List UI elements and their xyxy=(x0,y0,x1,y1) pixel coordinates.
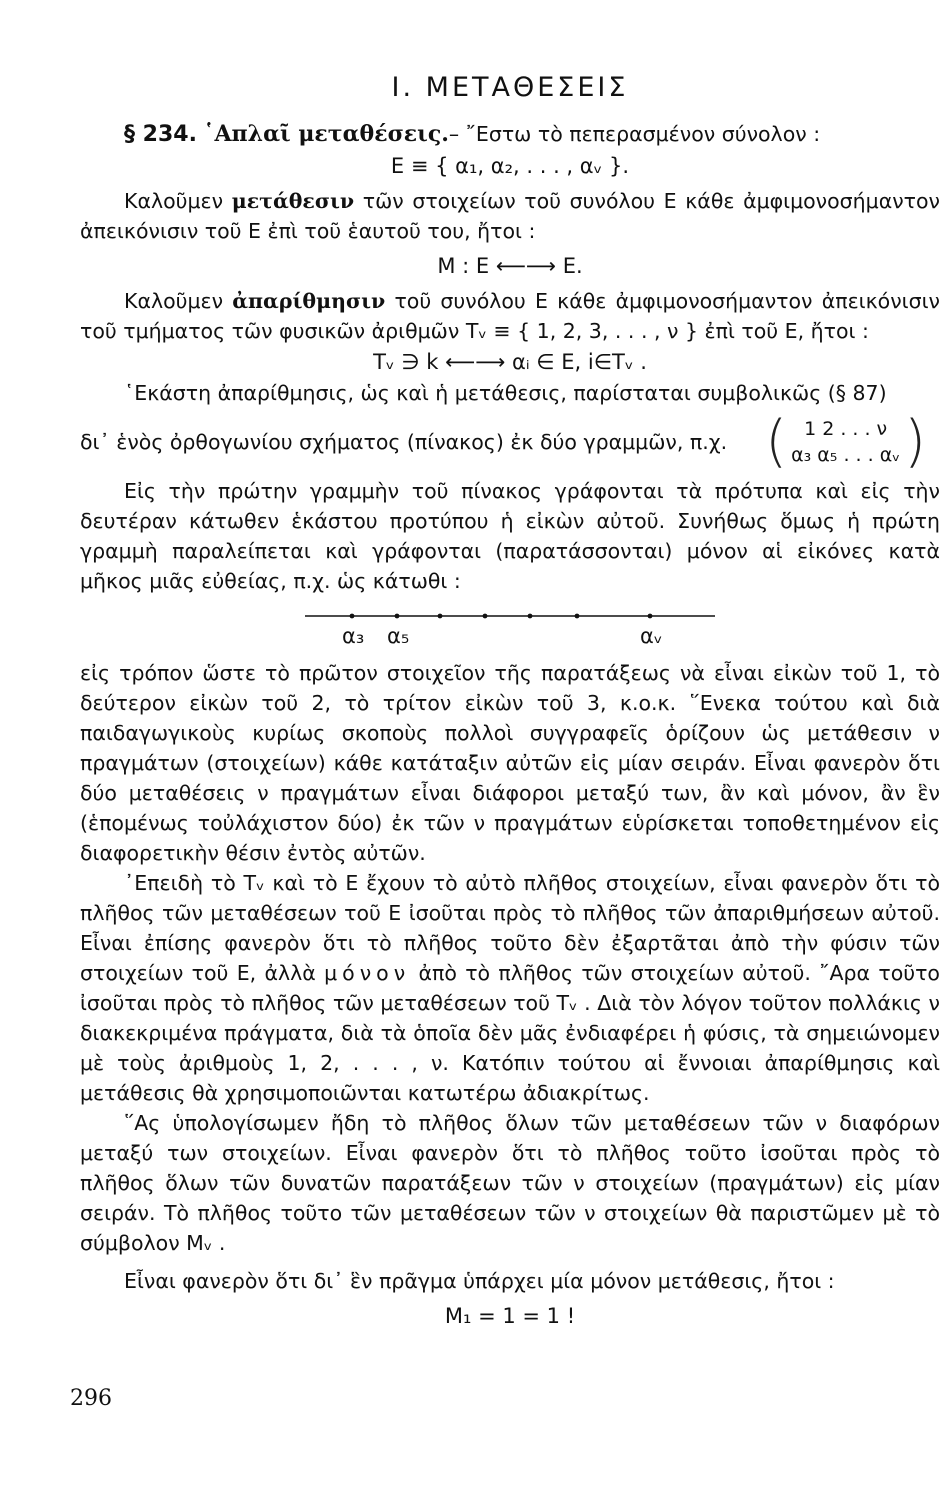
mapping-formula: M : E ⟵⟶ E. xyxy=(437,254,583,278)
text-span: δι᾽ ἑνὸς ὀρθογωνίου σχήματος (πίνακος) ἐκ δύο γραμμῶν, π.χ. xyxy=(80,430,728,454)
line-label: αᵥ xyxy=(640,624,663,648)
page-number: 296 xyxy=(70,1386,112,1411)
point xyxy=(350,614,355,619)
text-span: Καλοῦμεν xyxy=(124,289,233,313)
line-label: α₃ xyxy=(342,624,365,648)
section-title: ῾Απλαῖ μεταθέσεις. xyxy=(203,121,449,147)
symbolic-example-row xyxy=(80,409,940,474)
line-label: α₅ xyxy=(387,624,410,648)
text-span: Καλοῦμεν xyxy=(124,189,232,213)
term-permutation: μετάθεσιν xyxy=(231,189,355,213)
permutation-line-figure xyxy=(80,602,940,654)
left-paren: ( xyxy=(765,409,788,474)
paragraph-symbolic: ῾Εκάστη ἀπαρίθμησις, ὡς καὶ ἡ μετάθεσις, παρίσταται συμβολικῶς (§ 87) xyxy=(124,381,887,405)
section-intro: – ῎Εστω τὸ πεπερασμένον σύνολον : xyxy=(448,122,821,146)
paragraph-order: εἰς τρόπον ὥστε τὸ πρῶτον στοιχεῖον τῆς παρατάξεως νὰ εἶναι εἰκὼν τοῦ 1, τὸ δεύτερον εἰκὼν τοῦ 2, τὸ τρίτον εἰκὼν τοῦ 3, κ.ο.κ. ῞Ενεκα τούτου καὶ διὰ παιδαγωγικοὺς κυρίως σκοποὺς πολλοὶ συγγραφεῖς ὁρίζουν ὡς μετάθεσιν ν πραγμάτων (στοιχείων) κάθε κατάταξιν αὐτῶν εἰς μίαν σειράν. Εἶναι φανερὸν ὅτι δύο μεταθέσεις ν πραγμάτων εἶναι διάφοροι μεταξύ των, ἂν καὶ μόνον, ἂν ἓν (ἑπομένως τοὐλάχιστον δύο) ἐκ τῶν ν πραγμάτων εὑρίσκεται τοποθετημένον εἰς διαφορετικὴν θέσιν ἐντὸς αὐτῶν. xyxy=(80,661,940,865)
matrix-body xyxy=(787,416,904,468)
text-span: ᾽Επειδὴ τὸ Tᵥ καὶ τὸ Ε ἔχουν τὸ αὐτὸ πλῆθος στοιχείων, εἶναι φανερὸν ὅτι τὸ πλῆθος τῶν μεταθέσεων τοῦ Ε ἰσοῦται πρὸς τὸ πλῆθος τῶν ἀπαριθμήσεων αὐτοῦ. Εἶναι ἐπίσης φανερὸν ὅτι τὸ πλῆθος τοῦτο δὲν ἐξαρτᾶται ἀπὸ τὴν φύσιν τῶν στοιχείων τοῦ Ε, ἀλλὰ xyxy=(80,871,940,985)
point xyxy=(528,614,533,619)
set-formula: E ≡ { α₁, α₂, . . . , αᵥ }. xyxy=(390,154,630,178)
right-paren: ) xyxy=(904,409,926,474)
paragraph-permutation xyxy=(80,186,940,246)
page-content xyxy=(80,72,940,1332)
paragraph-one: Εἶναι φανερὸν ὅτι δι᾽ ἓν πρᾶγμα ὑπάρχει μία μόνον μετάθεσις, ἤτοι : xyxy=(124,1269,835,1293)
section-heading xyxy=(124,119,940,150)
point xyxy=(648,614,653,619)
paragraph-enumeration xyxy=(80,286,940,346)
emphasis-spaced: μόνον xyxy=(324,961,411,985)
enumeration-formula: Tᵥ ∋ k ⟵⟶ αᵢ ∈ E, i∈Tᵥ . xyxy=(373,350,647,374)
number-line xyxy=(80,602,940,632)
point xyxy=(575,614,580,619)
matrix-top-row: 1 2 . . . ν xyxy=(804,418,888,440)
point xyxy=(438,614,443,619)
point xyxy=(395,614,400,619)
matrix-bottom-row: α₃ α₅ . . . αᵥ xyxy=(791,444,901,466)
point xyxy=(483,614,488,619)
chapter-title: I. ΜΕΤΑΘΕΣΕΙΣ xyxy=(391,72,629,103)
paragraph-count: ῞Ας ὑπολογίσωμεν ἤδη τὸ πλῆθος ὅλων τῶν μεταθέσεων τῶν ν διαφόρων μεταξύ των στοιχείων. Εἶναι φανερὸν ὅτι τὸ πλῆθος τοῦτο ἰσοῦται πρὸς τὸ πλῆθος ὅλων τῶν δυνατῶν παρατάξεων τῶν ν στοιχείων (πραγμάτων) εἰς μίαν σειράν. Τὸ πλῆθος τοῦτο τῶν μεταθέσεων τῶν ν στοιχείων θὰ παριστῶμεν μὲ τὸ σύμβολον Mᵥ . xyxy=(80,1111,940,1255)
paragraph-rows: Εἰς τὴν πρώτην γραμμὴν τοῦ πίνακος γράφονται τὰ πρότυπα καὶ εἰς τὴν δευτέραν κάτωθεν ἑκάστου προτύπου ἡ εἰκὼν αὐτοῦ. Συνήθως ὅμως ἡ πρώτη γραμμὴ παραλείπεται καὶ γράφονται (παρατάσσονται) μόνον αἱ εἰκόνες κατὰ μῆκος μιᾶς εὐθείας, π.χ. ὡς κάτωθι : xyxy=(80,479,940,593)
text-span: τοῦ συνόλου Ε κάθε ἀμφιμονοσήμαντον ἀπεικόνισιν τοῦ τμήματος τῶν φυσικῶν ἀριθμῶν Tᵥ ≡ { 1, 2, 3, . . . , ν } ἐπὶ τοῦ Ε, ἤτοι : xyxy=(80,289,940,343)
text-span: ἀπὸ τὸ πλῆθος τῶν στοιχείων αὐτοῦ. ῎Αρα τοῦτο ἰσοῦται πρὸς τὸ πλῆθος τῶν μεταθέσεων τοῦ Tᵥ . Διὰ τὸν λόγον τοῦτον πολλάκις ν διακεκριμένα πράγματα, διὰ τὰ ὁποῖα δὲν μᾶς ἐνδιαφέρει ἡ φύσις, τὰ σημειώνομεν μὲ τοὺς ἀριθμοὺς 1, 2, . . . , ν. Κατόπιν τούτου αἱ ἔννοιαι ἀπαρίθμησις καὶ μετάθεσις θὰ χρησιμοποιῶνται κατωτέρω ἀδιακρίτως. xyxy=(80,961,940,1105)
two-row-matrix xyxy=(765,409,926,474)
paragraph-equal xyxy=(80,868,940,1108)
term-enumeration: ἀπαρίθμησιν xyxy=(232,289,386,313)
final-formula: M₁ = 1 = 1 ! xyxy=(444,1304,576,1328)
text-span: τῶν στοιχείων τοῦ συνόλου Ε κάθε ἀμφιμονοσήμαντον ἀπεικόνισιν τοῦ Ε ἐπὶ τοῦ ἑαυτοῦ του, ἤτοι : xyxy=(80,189,940,243)
section-number: § 234. xyxy=(124,122,197,147)
